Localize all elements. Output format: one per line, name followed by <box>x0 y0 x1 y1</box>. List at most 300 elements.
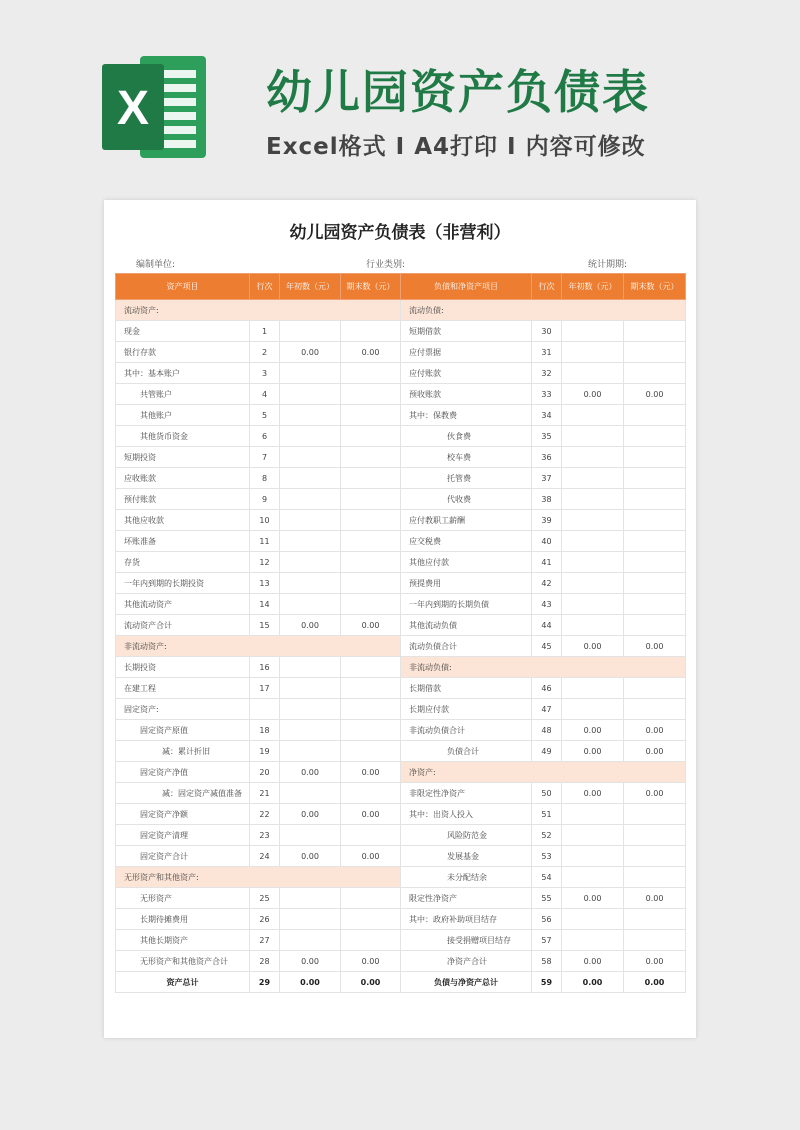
table-row <box>116 615 686 636</box>
begin-amount-cell[interactable]: 0.00 <box>562 888 624 909</box>
meta-category: 行业类别: <box>366 260 406 270</box>
end-amount-cell[interactable] <box>341 447 401 468</box>
begin-amount-cell[interactable] <box>562 405 624 426</box>
item-label: 非流动负债合计 <box>401 720 532 741</box>
end-amount-cell[interactable] <box>624 594 686 615</box>
begin-amount-cell[interactable] <box>562 510 624 531</box>
table-row <box>116 573 686 594</box>
begin-amount-cell[interactable] <box>280 531 341 552</box>
line-number-cell[interactable]: 5 <box>250 405 280 426</box>
table-row <box>116 804 686 825</box>
end-amount-cell[interactable]: 0.00 <box>624 741 686 762</box>
item-label: 预提费用 <box>401 573 532 594</box>
item-label: 其他长期资产 <box>116 930 250 951</box>
item-label: 净资产合计 <box>401 951 532 972</box>
end-amount-cell[interactable] <box>624 699 686 720</box>
table-row <box>116 342 686 363</box>
begin-amount-cell[interactable] <box>280 741 341 762</box>
line-number-cell[interactable]: 10 <box>250 510 280 531</box>
line-number-cell[interactable]: 8 <box>250 468 280 489</box>
section-header: 流动负债: <box>401 300 686 321</box>
item-label: 共管账户 <box>116 384 250 405</box>
item-label: 短期借款 <box>401 321 532 342</box>
end-amount-cell[interactable]: 0.00 <box>624 972 686 993</box>
line-number-cell[interactable]: 39 <box>532 510 562 531</box>
line-number-cell[interactable]: 44 <box>532 615 562 636</box>
item-label: 校车费 <box>401 447 532 468</box>
line-number-cell[interactable]: 35 <box>532 426 562 447</box>
begin-amount-cell[interactable] <box>562 552 624 573</box>
section-header: 净资产: <box>401 762 686 783</box>
line-number-cell[interactable]: 42 <box>532 573 562 594</box>
item-label: 固定资产净值 <box>116 762 250 783</box>
header-line-no: 行次 <box>250 274 280 300</box>
end-amount-cell[interactable] <box>624 552 686 573</box>
table-row <box>116 699 686 720</box>
begin-amount-cell[interactable] <box>562 699 624 720</box>
begin-amount-cell[interactable]: 0.00 <box>562 720 624 741</box>
item-label: 坏账准备 <box>116 531 250 552</box>
table-row <box>116 594 686 615</box>
end-amount-cell[interactable] <box>624 678 686 699</box>
end-amount-cell[interactable] <box>624 867 686 888</box>
line-number-cell[interactable]: 18 <box>250 720 280 741</box>
line-number-cell[interactable]: 14 <box>250 594 280 615</box>
item-label: 资产总计 <box>116 972 250 993</box>
end-amount-cell[interactable] <box>624 342 686 363</box>
begin-amount-cell[interactable]: 0.00 <box>280 615 341 636</box>
item-label: 应付票据 <box>401 342 532 363</box>
line-number-cell[interactable]: 34 <box>532 405 562 426</box>
meta-unit: 编制单位: <box>136 260 176 270</box>
end-amount-cell[interactable] <box>624 363 686 384</box>
item-label: 短期投资 <box>116 447 250 468</box>
begin-amount-cell[interactable]: 0.00 <box>280 972 341 993</box>
line-number-cell[interactable]: 48 <box>532 720 562 741</box>
item-label: 长期待摊费用 <box>116 909 250 930</box>
end-amount-cell[interactable]: 0.00 <box>624 951 686 972</box>
end-amount-cell[interactable] <box>624 447 686 468</box>
item-label: 非限定性净资产 <box>401 783 532 804</box>
table-row <box>116 972 686 993</box>
header-end-amount-2: 期末数（元） <box>624 274 686 300</box>
line-number-cell[interactable]: 57 <box>532 930 562 951</box>
line-number-cell[interactable]: 9 <box>250 489 280 510</box>
begin-amount-cell[interactable] <box>280 909 341 930</box>
item-label: 风险防范金 <box>401 825 532 846</box>
table-row <box>116 426 686 447</box>
end-amount-cell[interactable] <box>624 804 686 825</box>
item-label: 未分配结余 <box>401 867 532 888</box>
begin-amount-cell[interactable] <box>562 531 624 552</box>
item-label: 无形资产和其他资产合计 <box>116 951 250 972</box>
begin-amount-cell[interactable] <box>562 342 624 363</box>
end-amount-cell[interactable] <box>341 699 401 720</box>
item-label: 一年内到期的长期投资 <box>116 573 250 594</box>
sheet-title: 幼儿园资产负债表（非营利） <box>289 223 511 243</box>
begin-amount-cell[interactable] <box>562 804 624 825</box>
begin-amount-cell[interactable] <box>280 321 341 342</box>
table-row <box>116 951 686 972</box>
item-label: 流动资产合计 <box>116 615 250 636</box>
line-number-cell[interactable]: 54 <box>532 867 562 888</box>
line-number-cell[interactable]: 13 <box>250 573 280 594</box>
item-label: 其他流动负债 <box>401 615 532 636</box>
end-amount-cell[interactable] <box>341 888 401 909</box>
begin-amount-cell[interactable] <box>562 825 624 846</box>
item-label: 其中：保教费 <box>401 405 532 426</box>
begin-amount-cell[interactable] <box>562 468 624 489</box>
item-label: 其中：基本账户 <box>116 363 250 384</box>
item-label: 预付账款 <box>116 489 250 510</box>
begin-amount-cell[interactable] <box>280 888 341 909</box>
line-number-cell[interactable]: 40 <box>532 531 562 552</box>
begin-amount-cell[interactable] <box>280 489 341 510</box>
line-number-cell[interactable]: 28 <box>250 951 280 972</box>
line-number-cell[interactable]: 33 <box>532 384 562 405</box>
item-label: 发展基金 <box>401 846 532 867</box>
line-number-cell[interactable]: 23 <box>250 825 280 846</box>
line-number-cell[interactable]: 36 <box>532 447 562 468</box>
table-row <box>116 825 686 846</box>
spreadsheet-page <box>104 200 696 1038</box>
item-label: 存货 <box>116 552 250 573</box>
begin-amount-cell[interactable]: 0.00 <box>562 384 624 405</box>
item-label: 其他流动资产 <box>116 594 250 615</box>
line-number-cell[interactable]: 2 <box>250 342 280 363</box>
line-number-cell[interactable]: 58 <box>532 951 562 972</box>
table-row <box>116 636 686 657</box>
excel-logo-icon <box>100 52 210 162</box>
begin-amount-cell[interactable] <box>562 489 624 510</box>
line-number-cell[interactable]: 6 <box>250 426 280 447</box>
line-number-cell[interactable]: 4 <box>250 384 280 405</box>
line-number-cell[interactable]: 24 <box>250 846 280 867</box>
item-label: 接受捐赠项目结存 <box>401 930 532 951</box>
begin-amount-cell[interactable] <box>280 447 341 468</box>
header-liability-item: 负债和净资产项目 <box>401 274 532 300</box>
end-amount-cell[interactable] <box>341 720 401 741</box>
item-label: 固定资产原值 <box>116 720 250 741</box>
line-number-cell[interactable]: 32 <box>532 363 562 384</box>
svg-text:X: X <box>116 82 150 135</box>
begin-amount-cell[interactable]: 0.00 <box>280 804 341 825</box>
line-number-cell[interactable]: 3 <box>250 363 280 384</box>
banner-title: 幼儿园资产负债表 <box>266 65 650 119</box>
end-amount-cell[interactable] <box>341 426 401 447</box>
end-amount-cell[interactable] <box>624 531 686 552</box>
begin-amount-cell[interactable] <box>562 846 624 867</box>
begin-amount-cell[interactable] <box>280 405 341 426</box>
begin-amount-cell[interactable] <box>562 447 624 468</box>
item-label: 代收费 <box>401 489 532 510</box>
begin-amount-cell[interactable] <box>562 426 624 447</box>
begin-amount-cell[interactable] <box>280 783 341 804</box>
item-label: 应交税费 <box>401 531 532 552</box>
begin-amount-cell[interactable] <box>562 594 624 615</box>
table-row <box>116 531 686 552</box>
item-label: 固定资产净额 <box>116 804 250 825</box>
line-number-cell[interactable]: 30 <box>532 321 562 342</box>
item-label: 其他应收款 <box>116 510 250 531</box>
begin-amount-cell[interactable]: 0.00 <box>280 846 341 867</box>
line-number-cell[interactable]: 1 <box>250 321 280 342</box>
end-amount-cell[interactable] <box>341 468 401 489</box>
end-amount-cell[interactable] <box>624 489 686 510</box>
item-label: 现金 <box>116 321 250 342</box>
begin-amount-cell[interactable]: 0.00 <box>280 762 341 783</box>
line-number-cell[interactable]: 47 <box>532 699 562 720</box>
section-header: 非流动资产: <box>116 636 401 657</box>
item-label: 其中：政府补助项目结存 <box>401 909 532 930</box>
table-row <box>116 762 686 783</box>
begin-amount-cell[interactable] <box>280 468 341 489</box>
end-amount-cell[interactable]: 0.00 <box>341 342 401 363</box>
item-label: 负债合计 <box>401 741 532 762</box>
begin-amount-cell[interactable]: 0.00 <box>280 342 341 363</box>
begin-amount-cell[interactable] <box>280 678 341 699</box>
begin-amount-cell[interactable] <box>280 510 341 531</box>
end-amount-cell[interactable]: 0.00 <box>341 846 401 867</box>
item-label: 长期投资 <box>116 657 250 678</box>
item-label: 负债与净资产总计 <box>401 972 532 993</box>
end-amount-cell[interactable] <box>624 405 686 426</box>
begin-amount-cell[interactable] <box>280 930 341 951</box>
begin-amount-cell[interactable] <box>562 867 624 888</box>
begin-amount-cell[interactable]: 0.00 <box>562 636 624 657</box>
header-asset-item: 资产项目 <box>116 274 250 300</box>
line-number-cell[interactable] <box>250 699 280 720</box>
begin-amount-cell[interactable] <box>562 678 624 699</box>
line-number-cell[interactable]: 49 <box>532 741 562 762</box>
end-amount-cell[interactable] <box>341 678 401 699</box>
item-label: 减：固定资产减值准备 <box>116 783 250 804</box>
begin-amount-cell[interactable] <box>280 552 341 573</box>
line-number-cell[interactable]: 55 <box>532 888 562 909</box>
line-number-cell[interactable]: 46 <box>532 678 562 699</box>
line-number-cell[interactable]: 22 <box>250 804 280 825</box>
end-amount-cell[interactable] <box>341 510 401 531</box>
table-row <box>116 657 686 678</box>
line-number-cell[interactable]: 59 <box>532 972 562 993</box>
end-amount-cell[interactable] <box>624 510 686 531</box>
item-label: 伙食费 <box>401 426 532 447</box>
table-row <box>116 321 686 342</box>
section-header: 非流动负债: <box>401 657 686 678</box>
table-row <box>116 846 686 867</box>
item-label: 固定资产合计 <box>116 846 250 867</box>
table-row <box>116 888 686 909</box>
table-row <box>116 867 686 888</box>
line-number-cell[interactable]: 21 <box>250 783 280 804</box>
item-label: 应付账款 <box>401 363 532 384</box>
table-row <box>116 552 686 573</box>
item-label: 固定资产: <box>116 699 250 720</box>
banner <box>0 0 800 180</box>
line-number-cell[interactable]: 27 <box>250 930 280 951</box>
end-amount-cell[interactable] <box>341 573 401 594</box>
item-label: 无形资产 <box>116 888 250 909</box>
item-label: 长期借款 <box>401 678 532 699</box>
end-amount-cell[interactable] <box>341 594 401 615</box>
header-line-no-2: 行次 <box>532 274 562 300</box>
header-end-amount: 期末数（元） <box>341 274 401 300</box>
end-amount-cell[interactable] <box>341 531 401 552</box>
end-amount-cell[interactable]: 0.00 <box>624 384 686 405</box>
table-row <box>116 909 686 930</box>
item-label: 固定资产清理 <box>116 825 250 846</box>
item-label: 银行存款 <box>116 342 250 363</box>
begin-amount-cell[interactable] <box>562 930 624 951</box>
table-row <box>116 447 686 468</box>
header-begin-amount-2: 年初数（元） <box>562 274 624 300</box>
item-label: 其中：出资人投入 <box>401 804 532 825</box>
begin-amount-cell[interactable] <box>280 825 341 846</box>
item-label: 其他应付款 <box>401 552 532 573</box>
end-amount-cell[interactable] <box>341 384 401 405</box>
line-number-cell[interactable]: 7 <box>250 447 280 468</box>
line-number-cell[interactable]: 19 <box>250 741 280 762</box>
begin-amount-cell[interactable] <box>280 363 341 384</box>
table-row <box>116 363 686 384</box>
end-amount-cell[interactable] <box>624 468 686 489</box>
table-row <box>116 300 686 321</box>
begin-amount-cell[interactable]: 0.00 <box>562 783 624 804</box>
item-label: 预收账款 <box>401 384 532 405</box>
end-amount-cell[interactable]: 0.00 <box>624 783 686 804</box>
end-amount-cell[interactable] <box>341 489 401 510</box>
banner-subtitle: Excel格式 I A4打印 I 内容可修改 <box>266 134 646 160</box>
table-row <box>116 510 686 531</box>
meta-period: 统计期期: <box>588 260 628 270</box>
end-amount-cell[interactable] <box>624 909 686 930</box>
line-number-cell[interactable]: 12 <box>250 552 280 573</box>
end-amount-cell[interactable]: 0.00 <box>341 951 401 972</box>
section-header: 无形资产和其他资产: <box>116 867 401 888</box>
table-row <box>116 384 686 405</box>
line-number-cell[interactable]: 17 <box>250 678 280 699</box>
line-number-cell[interactable]: 37 <box>532 468 562 489</box>
item-label: 应付教职工薪酬 <box>401 510 532 531</box>
begin-amount-cell[interactable]: 0.00 <box>562 741 624 762</box>
end-amount-cell[interactable] <box>341 741 401 762</box>
begin-amount-cell[interactable]: 0.00 <box>562 951 624 972</box>
table-row <box>116 783 686 804</box>
begin-amount-cell[interactable] <box>280 426 341 447</box>
table-row <box>116 489 686 510</box>
table-header-row <box>116 274 686 300</box>
end-amount-cell[interactable] <box>624 846 686 867</box>
line-number-cell[interactable]: 56 <box>532 909 562 930</box>
end-amount-cell[interactable] <box>341 552 401 573</box>
line-number-cell[interactable]: 15 <box>250 615 280 636</box>
end-amount-cell[interactable] <box>341 783 401 804</box>
line-number-cell[interactable]: 50 <box>532 783 562 804</box>
item-label: 减：累计折旧 <box>116 741 250 762</box>
begin-amount-cell[interactable] <box>280 657 341 678</box>
begin-amount-cell[interactable] <box>280 720 341 741</box>
end-amount-cell[interactable] <box>624 321 686 342</box>
line-number-cell[interactable]: 11 <box>250 531 280 552</box>
end-amount-cell[interactable] <box>624 426 686 447</box>
end-amount-cell[interactable] <box>341 405 401 426</box>
line-number-cell[interactable]: 26 <box>250 909 280 930</box>
begin-amount-cell[interactable] <box>562 615 624 636</box>
item-label: 应收账款 <box>116 468 250 489</box>
end-amount-cell[interactable] <box>624 825 686 846</box>
item-label: 在建工程 <box>116 678 250 699</box>
end-amount-cell[interactable] <box>341 657 401 678</box>
item-label: 托管费 <box>401 468 532 489</box>
line-number-cell[interactable]: 20 <box>250 762 280 783</box>
begin-amount-cell[interactable] <box>280 594 341 615</box>
line-number-cell[interactable]: 45 <box>532 636 562 657</box>
item-label: 限定性净资产 <box>401 888 532 909</box>
item-label: 其他账户 <box>116 405 250 426</box>
line-number-cell[interactable]: 51 <box>532 804 562 825</box>
line-number-cell[interactable]: 52 <box>532 825 562 846</box>
balance-sheet-table <box>115 273 686 993</box>
end-amount-cell[interactable]: 0.00 <box>341 762 401 783</box>
begin-amount-cell[interactable] <box>562 321 624 342</box>
end-amount-cell[interactable] <box>341 909 401 930</box>
end-amount-cell[interactable] <box>341 363 401 384</box>
begin-amount-cell[interactable] <box>280 699 341 720</box>
table-body <box>116 300 686 993</box>
table-row <box>116 720 686 741</box>
end-amount-cell[interactable]: 0.00 <box>341 615 401 636</box>
end-amount-cell[interactable] <box>624 930 686 951</box>
line-number-cell[interactable]: 16 <box>250 657 280 678</box>
begin-amount-cell[interactable]: 0.00 <box>562 972 624 993</box>
end-amount-cell[interactable] <box>341 930 401 951</box>
item-label: 其他货币资金 <box>116 426 250 447</box>
line-number-cell[interactable]: 38 <box>532 489 562 510</box>
begin-amount-cell[interactable] <box>562 909 624 930</box>
line-number-cell[interactable]: 29 <box>250 972 280 993</box>
section-header: 流动资产: <box>116 300 401 321</box>
end-amount-cell[interactable]: 0.00 <box>624 636 686 657</box>
begin-amount-cell[interactable] <box>280 384 341 405</box>
begin-amount-cell[interactable] <box>280 573 341 594</box>
end-amount-cell[interactable]: 0.00 <box>341 804 401 825</box>
item-label: 长期应付款 <box>401 699 532 720</box>
line-number-cell[interactable]: 31 <box>532 342 562 363</box>
line-number-cell[interactable]: 41 <box>532 552 562 573</box>
begin-amount-cell[interactable] <box>562 363 624 384</box>
table-row <box>116 678 686 699</box>
end-amount-cell[interactable] <box>341 321 401 342</box>
item-label: 一年内到期的长期负债 <box>401 594 532 615</box>
table-row <box>116 741 686 762</box>
end-amount-cell[interactable] <box>624 573 686 594</box>
begin-amount-cell[interactable]: 0.00 <box>280 951 341 972</box>
end-amount-cell[interactable]: 0.00 <box>624 720 686 741</box>
table-row <box>116 468 686 489</box>
line-number-cell[interactable]: 25 <box>250 888 280 909</box>
end-amount-cell[interactable]: 0.00 <box>624 888 686 909</box>
end-amount-cell[interactable]: 0.00 <box>341 972 401 993</box>
header-begin-amount: 年初数（元） <box>280 274 341 300</box>
table-row <box>116 930 686 951</box>
line-number-cell[interactable]: 53 <box>532 846 562 867</box>
line-number-cell[interactable]: 43 <box>532 594 562 615</box>
end-amount-cell[interactable] <box>341 825 401 846</box>
end-amount-cell[interactable] <box>624 615 686 636</box>
table-row <box>116 405 686 426</box>
begin-amount-cell[interactable] <box>562 573 624 594</box>
item-label: 流动负债合计 <box>401 636 532 657</box>
